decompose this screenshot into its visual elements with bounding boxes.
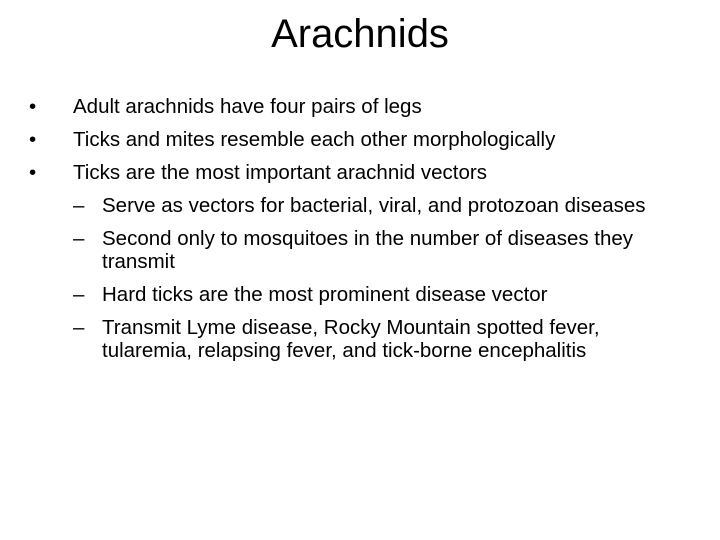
sub-bullet-list: [0, 189, 720, 367]
bullet-marker: •: [29, 161, 37, 184]
sub-bullet-marker: –: [73, 227, 85, 250]
bullet-marker: •: [29, 128, 37, 151]
sub-bullet-item: [0, 278, 682, 311]
bullet-text: Ticks and mites resemble each other morphologically: [73, 128, 556, 151]
slide-title: Arachnids: [271, 12, 449, 56]
sub-bullet-item: [0, 222, 682, 278]
bullet-item: [0, 123, 720, 156]
sub-bullet-container: [0, 189, 720, 367]
sub-bullet-text: Hard ticks are the most prominent disease vector: [102, 283, 548, 306]
bullet-item: [0, 156, 720, 189]
sub-bullet-item: [0, 311, 682, 367]
bullet-list: [0, 90, 720, 367]
sub-bullet-marker: –: [73, 316, 85, 339]
bullet-text: Adult arachnids have four pairs of legs: [73, 95, 422, 118]
sub-bullet-item: [0, 189, 682, 222]
sub-bullet-marker: –: [73, 283, 85, 306]
bullet-text: Ticks are the most important arachnid vectors: [73, 161, 487, 184]
sub-bullet-marker: –: [73, 194, 85, 217]
sub-bullet-text: Second only to mosquitoes in the number of diseases they transmit: [102, 227, 634, 273]
sub-bullet-text: Transmit Lyme disease, Rocky Mountain spotted fever, tularemia, relapsing fever, and tick-borne encephalitis: [102, 316, 600, 362]
bullet-item: [0, 90, 720, 123]
sub-bullet-text: Serve as vectors for bacterial, viral, and protozoan diseases: [102, 194, 646, 217]
bullet-marker: •: [29, 95, 37, 118]
